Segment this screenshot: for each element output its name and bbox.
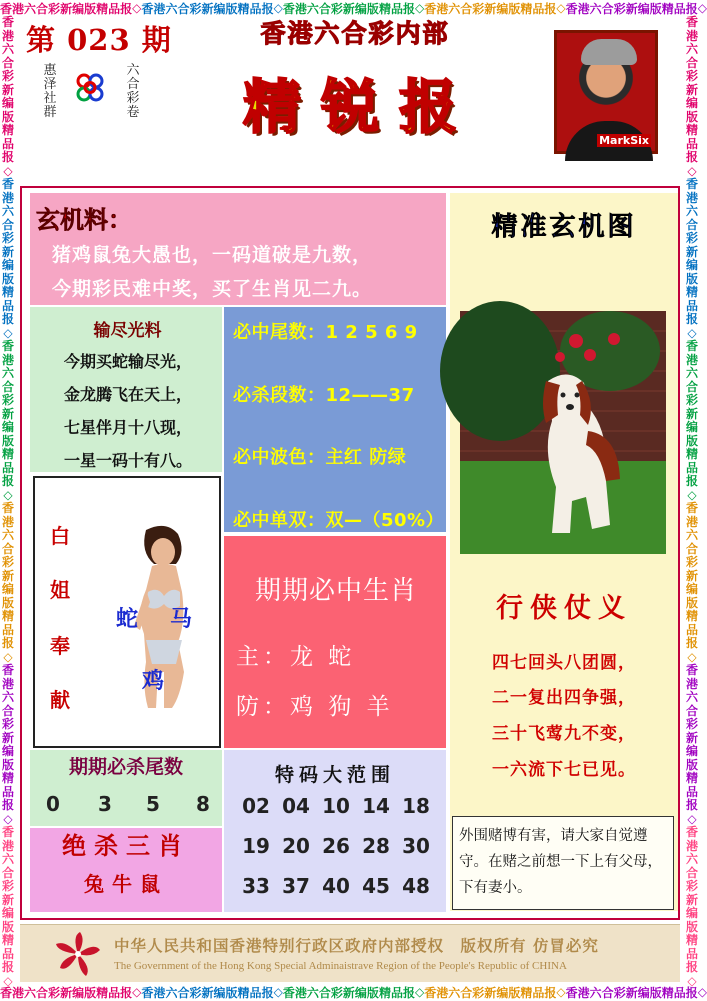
tema-number: 48 xyxy=(402,874,430,898)
dog-photo-image xyxy=(460,311,666,554)
weishu-digit: 0 xyxy=(46,792,60,816)
bauhinia-emblem-icon xyxy=(52,930,104,978)
tema-number: 45 xyxy=(362,874,390,898)
tema-number: 30 xyxy=(402,834,430,858)
issue-number: 第 023 期 xyxy=(26,23,172,57)
poem-title: 行侠仗义 xyxy=(496,593,632,624)
tema-number: 20 xyxy=(282,834,310,858)
baijie-char: 献 xyxy=(50,688,70,712)
vertical-label-right: 六合彩卷 xyxy=(126,63,140,120)
tema-number: 04 xyxy=(282,794,310,818)
vertical-label-left: 惠泽社群 xyxy=(43,63,57,120)
poem-line: 四七回头八团圆， xyxy=(492,653,636,673)
host-portrait-image xyxy=(554,30,658,154)
shuliao-line: 金龙腾飞在天上， xyxy=(63,385,192,404)
xuanji-picture-title: 精准玄机图 xyxy=(491,212,637,242)
weishu-digit: 8 xyxy=(196,792,210,816)
weishu-digit: 5 xyxy=(146,792,160,816)
jusha-title: 绝杀三肖 xyxy=(62,831,190,860)
tema-number: 28 xyxy=(362,834,390,858)
footer-chinese-text: 中华人民共和国香港特别行政区政府内部授权 版权所有 仿冒必究 xyxy=(114,936,599,955)
tema-number-grid xyxy=(236,794,436,898)
zodiac-snake-label: 蛇 xyxy=(116,606,139,632)
poem-line: 一六流下七已见。 xyxy=(492,760,636,780)
shuliao-line: 今期买蛇输尽光， xyxy=(63,352,192,371)
poem-line: 二一复出四争强， xyxy=(492,688,636,708)
shuliao-line: 一星一码十有八。 xyxy=(63,451,192,470)
shuliao-line: 七星伴月十八现， xyxy=(63,418,192,437)
tema-number: 10 xyxy=(322,794,350,818)
tema-number: 26 xyxy=(322,834,350,858)
shuliao-title: 输尽光料 xyxy=(93,321,162,341)
bizhong-tail-row: 必中尾数：1 2 5 6 9 xyxy=(233,322,418,343)
tema-number: 02 xyxy=(242,794,270,818)
zodiac-rooster-label: 鸡 xyxy=(142,668,165,694)
tema-number: 40 xyxy=(322,874,350,898)
bizhong-oddeven-row: 必中单双：双—（50%） xyxy=(233,510,445,531)
bizhong-segment-row: 必杀段数：12——37 xyxy=(233,385,415,406)
page-title: 精锐报 xyxy=(242,73,477,141)
tema-number: 14 xyxy=(362,794,390,818)
zodiac-horse-label: 马 xyxy=(170,606,193,632)
tema-number: 18 xyxy=(402,794,430,818)
tema-number: 33 xyxy=(242,874,270,898)
frame-right-banner: 香 港 六 合 彩 新 编 版 精 品 报 ◇ 香 港 六 合 彩 新 编 版 精 品 报 ◇ 香 港 六 合 彩 新 编 版 精 品 报 ◇ 香 港 六 合 彩 新 编 版 精 品 报 ◇ 香 港 六 合 彩 新 编 版 精 品 报 ◇ 香 港 六 合 彩 新 编 版 精 品 报 ◇ xyxy=(685,15,698,988)
page-subtitle: 香港六合彩内部 xyxy=(260,19,450,48)
jusha-items: 兔牛鼠 xyxy=(84,872,168,896)
tema-number: 19 xyxy=(242,834,270,858)
marksix-brand-label: MarkSix xyxy=(599,134,649,147)
xuanji-line: 今期彩民难中奖，买了生肖见二九。 xyxy=(52,278,373,300)
xuanji-title: 玄机料： xyxy=(36,205,132,234)
frame-bottom-banner: 香 港 六 合 彩 新 编 版 精 品 报 ◇ 香 港 六 合 彩 新 编 版 精 品 报 ◇ 香 港 六 合 彩 新 编 版 精 品 报 ◇ 香 港 六 合 彩 新 编 版 精 品 报 ◇ 香 港 六 合 彩 新 编 版 精 品 报 ◇ xyxy=(0,985,707,1000)
gambling-warning: 外围赌博有害，请大家自觉遵守。在赌之前想一下上有父母，下有妻小。 xyxy=(452,816,674,910)
tema-number: 37 xyxy=(282,874,310,898)
qiqi-title: 期期必中生肖 xyxy=(254,576,417,606)
baijie-char: 白 xyxy=(50,524,70,548)
tema-title: 特码大范围 xyxy=(274,764,395,786)
weishu-title: 期期必杀尾数 xyxy=(68,756,183,778)
qiqi-guard: 防：鸡 狗 羊 xyxy=(236,694,394,720)
poem-line: 三十飞莺九不变， xyxy=(492,724,636,744)
frame-top-banner: 香 港 六 合 彩 新 编 版 精 品 报 ◇ 香 港 六 合 彩 新 编 版 精 品 报 ◇ 香 港 六 合 彩 新 编 版 精 品 报 ◇ 香 港 六 合 彩 新 编 版 精 品 报 ◇ 香 港 六 合 彩 新 编 版 精 品 报 ◇ xyxy=(0,1,707,16)
bizhong-color-row: 必中波色：主红 防绿 xyxy=(233,447,407,468)
frame-left-banner: 香 港 六 合 彩 新 编 版 精 品 报 ◇ 香 港 六 合 彩 新 编 版 精 品 报 ◇ 香 港 六 合 彩 新 编 版 精 品 报 ◇ 香 港 六 合 彩 新 编 版 精 品 报 ◇ 香 港 六 合 彩 新 编 版 精 品 报 ◇ 香 港 六 合 彩 新 编 版 精 品 报 ◇ xyxy=(1,15,14,988)
weishu-digit: 3 xyxy=(98,792,112,816)
baijie-char: 姐 xyxy=(50,578,70,602)
footer-english-text: The Government of the Hong Kong Special Adminaistrave Region of the People's Republic of CHINA xyxy=(114,960,567,972)
qiqi-main: 主：龙 蛇 xyxy=(236,644,356,670)
xuanji-line: 猪鸡鼠兔大愚也，一码道破是九数， xyxy=(52,244,373,266)
baijie-char: 奉 xyxy=(50,634,70,658)
lottery-logo-icon xyxy=(72,70,108,106)
